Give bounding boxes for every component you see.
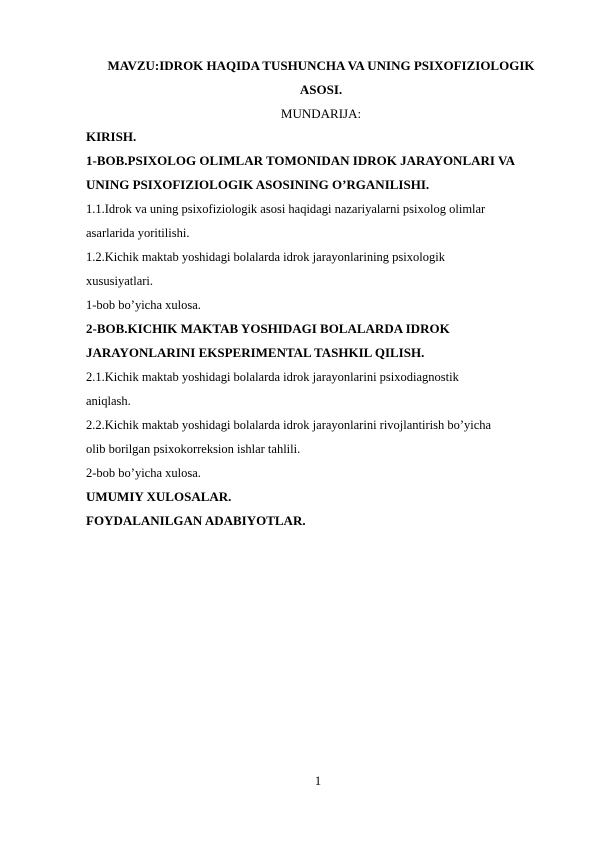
document-title-line-1: MAVZU:IDROK HAQIDA TUSHUNCHA VA UNING PSIXOFIZIOLOGIK bbox=[107, 58, 535, 73]
toc-chapter-2-line-1: 2-BOB.KICHIK MAKTAB YOSHIDAGI BOLALARDA IDROK bbox=[86, 321, 450, 336]
toc-chapter-1-line-2: UNING PSIXOFIZIOLOGIK ASOSINING O’RGANILISHI. bbox=[86, 177, 430, 192]
toc-chapter-1-summary: 1-bob bo’yicha xulosa. bbox=[86, 298, 201, 312]
toc-chapter-1-line-1: 1-BOB.PSIXOLOG OLIMLAR TOMONIDAN IDROK JARAYONLARI VA bbox=[86, 153, 516, 168]
toc-section-2-1-line-2: aniqlash. bbox=[86, 394, 131, 408]
toc-chapter-2-summary: 2-bob bo’yicha xulosa. bbox=[86, 466, 201, 480]
toc-section-1-2-line-2: xususiyatlari. bbox=[86, 274, 154, 288]
toc-chapter-2-line-2: JARAYONLARINI EKSPERIMENTAL TASHKIL QILISH. bbox=[86, 345, 425, 360]
toc-intro: KIRISH. bbox=[86, 129, 137, 144]
toc-conclusions: UMUMIY XULOSALAR. bbox=[86, 489, 232, 504]
toc-section-2-1-line-1: 2.1.Kichik maktab yoshidagi bolalarda idrok jarayonlarini psixodiagnostik bbox=[86, 370, 459, 384]
toc-references: FOYDALANILGAN ADABIYOTLAR. bbox=[86, 513, 306, 528]
toc-section-1-1-line-1: 1.1.Idrok va uning psixofiziologik asosi haqidagi nazariyalarni psixolog olimlar bbox=[86, 202, 486, 216]
toc-section-2-2-line-1: 2.2.Kichik maktab yoshidagi bolalarda idrok jarayonlarini rivojlantirish bo’yicha bbox=[86, 418, 492, 432]
document-title-line-2: ASOSI. bbox=[299, 82, 343, 97]
toc-section-1-2-line-1: 1.2.Kichik maktab yoshidagi bolalarda idrok jarayonlarining psixologik bbox=[86, 250, 445, 264]
toc-section-2-2-line-2: olib borilgan psixokorreksion ishlar tahlili. bbox=[86, 442, 301, 456]
contents-heading: MUNDARIJA: bbox=[280, 106, 362, 121]
page-number: 1 bbox=[314, 774, 322, 788]
toc-section-1-1-line-2: asarlarida yoritilishi. bbox=[86, 226, 190, 240]
